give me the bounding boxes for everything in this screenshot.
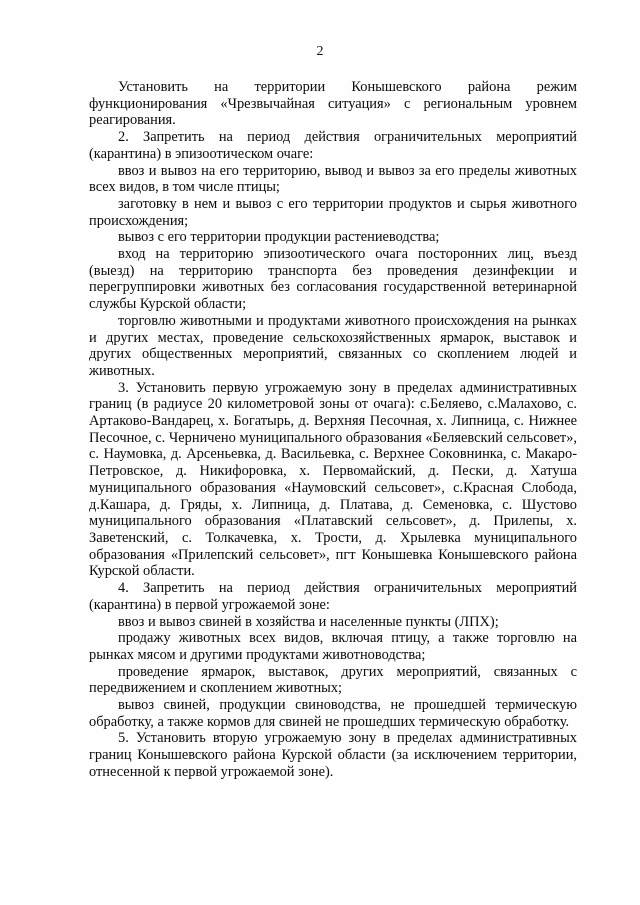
paragraph-item-2-import-export: ввоз и вывоз на его территорию, вывод и вывоз за его пределы животных всех видов, в том числе птицы; bbox=[89, 162, 577, 196]
paragraph-item-2-crop-export: вывоз с его территории продукции растениеводства; bbox=[118, 229, 440, 246]
paragraph-item-2-entry: вход на территорию эпизоотического очага посторонних лиц, въезд (выезд) на территорию транспорта без проведения дезинфекции и перегруппировки животных без согласования государственной ветеринарной службы Курской области; bbox=[89, 246, 577, 313]
paragraph-item-3: 3. Установить первую угрожаемую зону в пределах административных границ (в радиусе 20 километровой зоны от очага): с.Беляево, с.Малахово, с. Артаково-Вандарец, х. Богатырь, д. Верхняя Песочная, х. Липница, с. Нижнее Песочное, с. Черничено муниципального образования «Беляевский сельсовет», с. Наумовка, д. Арсеньевка, д. Васильевка, с. Верхнее Сокoвнинка, с. Макаро-Петровское, д. Никифоровка, х. Первомайский, д. Пески, д. Хатуша муниципального образования «Наумовский сельсовет», с.Красная Слобода, д.Кашара, д. Гряды, х. Липница, д. Платава, д. Семеновка, с. Шустово муниципального образования «Платавский сельсовет», д. Прилепы, х. Заветенский, с. Толкачевка, х. Трости, д. Хрылевка муниципального образования «Прилепский сельсовет», пгт Конышевка Конышевского района Курской области. bbox=[89, 379, 577, 580]
paragraph-item-5: 5. Установить вторую угрожаемую зону в пределах административных границ Конышевского района Курской области (за исключением территории, отнесенной к первой угрожаемой зоне). bbox=[89, 730, 577, 780]
paragraph-item-4-sales: продажу животных всех видов, включая птицу, а также торговлю на рынках мясом и другими продуктами животноводства; bbox=[89, 630, 577, 663]
paragraph-state-of-emergency: Установить на территории Конышевского района режим функционирования «Чрезвычайная ситуация» с региональным уровнем реагирования. bbox=[89, 79, 577, 129]
paragraph-item-2-procurement: заготовку в нем и вывоз с его территории продуктов и сырья животного происхождения; bbox=[89, 195, 577, 229]
paragraph-item-4-pork-export: вывоз свиней, продукции свиноводства, не прошедшей термическую обработку, а также кормов для свиней не прошедших термическую обработку. bbox=[89, 697, 577, 730]
paragraph-item-4: 4. Запретить на период действия ограничительных мероприятий (карантина) в первой угрожаемой зоне: bbox=[89, 580, 577, 613]
document-body bbox=[89, 79, 577, 781]
paragraph-item-2: 2. Запретить на период действия ограничительных мероприятий (карантина) в эпизоотическом очаге: bbox=[89, 129, 577, 162]
paragraph-item-4-fairs: проведение ярмарок, выставок, других мероприятий, связанных с передвижением и скоплением животных; bbox=[89, 663, 577, 697]
paragraph-item-4-pigs: ввоз и вывоз свиней в хозяйства и населенные пункты (ЛПХ); bbox=[118, 613, 499, 630]
paragraph-item-2-trade: торговлю животными и продуктами животного происхождения на рынках и других местах, проведение сельскохозяйственных ярмарок, выставок и других общественных мероприятий, связанных со скоплением людей и животных. bbox=[89, 312, 577, 379]
page-number: 2 bbox=[316, 44, 324, 59]
